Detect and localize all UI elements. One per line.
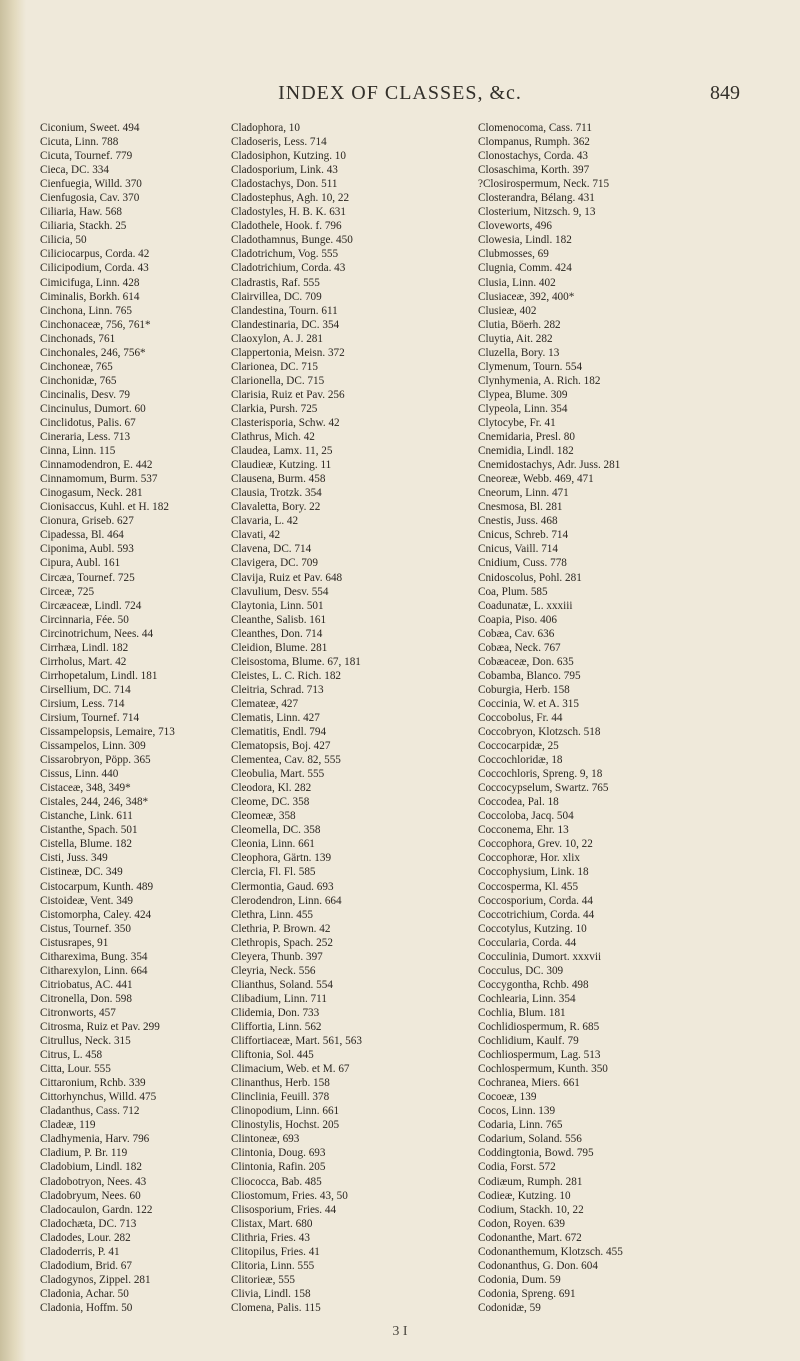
index-entry: Cochlidiospermum, R. 685 [478, 1021, 600, 1033]
index-entry: Clomena, Palis. 115 [231, 1301, 321, 1314]
index-entry: Codium, Stackh. 10, 22 [478, 1203, 584, 1216]
index-entry: Cobæa, Neck. 767 [478, 641, 561, 654]
index-entry: Codonanthemum, Klotzsch. 455 [478, 1245, 623, 1258]
index-entry: Clavena, DC. 714 [231, 543, 312, 556]
index-entry: Clitoria, Linn. 555 [231, 1259, 315, 1272]
index-entry: Cincinulus, Dumort. 60 [40, 402, 146, 415]
index-entry: Cluytia, Ait. 282 [478, 332, 553, 345]
index-entry: Clemateæ, 427 [231, 697, 299, 710]
index-entry: Cladhymenia, Harv. 796 [40, 1133, 150, 1146]
index-entry: Cinclidotus, Palis. 67 [40, 416, 136, 429]
index-entry: Codon, Royen. 639 [478, 1217, 566, 1230]
index-entry: Coa, Plum. 585 [478, 585, 548, 598]
index-entry: Clinopodium, Linn. 661 [231, 1105, 340, 1118]
index-entry: Cladothele, Hook. f. 796 [231, 220, 342, 233]
index-entry: Clytocybe, Fr. 41 [478, 416, 556, 429]
index-entry: Cneorum, Linn. 471 [478, 487, 569, 500]
index-entry: Cobamba, Blanco. 795 [478, 669, 581, 682]
index-entry: Cittorhynchus, Willd. 475 [40, 1091, 157, 1104]
index-entry: Coccobolus, Fr. 44 [478, 711, 563, 724]
index-entry: Citriobatus, AC. 441 [40, 978, 133, 991]
index-entry: Cladodes, Lour. 282 [40, 1231, 131, 1244]
index-entry: Codonanthe, Mart. 672 [478, 1231, 582, 1244]
index-entry: Cistanche, Link. 611 [40, 810, 133, 823]
index-entry: Cladochæta, DC. 713 [40, 1217, 137, 1230]
index-entry: Cleonia, Linn. 661 [231, 838, 315, 851]
index-entry: Cistanthe, Spach. 501 [40, 824, 138, 837]
index-entry: Coccodea, Pal. 18 [478, 796, 559, 809]
index-entry: Cleome, DC. 358 [231, 796, 310, 809]
index-entry: Codonia, Dum. 59 [478, 1273, 561, 1286]
index-entry: Cienfugosia, Cav. 370 [40, 192, 140, 205]
index-entry: Cochlidium, Kaulf. 79 [478, 1035, 579, 1048]
index-entry: Cladobotryon, Nees. 43 [40, 1175, 147, 1188]
index-entry: Cinnamodendron, E. 442 [40, 459, 153, 472]
index-entry: Cliostomum, Fries. 43, 50 [231, 1189, 348, 1202]
index-entry: Codonia, Spreng. 691 [478, 1287, 576, 1300]
index-entry: Cinogasum, Neck. 281 [40, 487, 143, 500]
index-entry: Clutia, Böerh. 282 [478, 318, 561, 331]
index-entry: Cocos, Linn. 139 [478, 1105, 556, 1118]
index-entry: Citronella, Don. 598 [40, 992, 132, 1005]
index-entry: Ciminalis, Borkh. 614 [40, 290, 140, 303]
index-entry: Coccobryon, Klotzsch. 518 [478, 726, 601, 739]
index-entry: Cnicus, Schreb. 714 [478, 529, 569, 542]
index-entry: Ciconium, Sweet. 494 [40, 122, 140, 134]
index-entry: Clymenum, Tourn. 554 [478, 360, 583, 373]
index-entry: Cliftonia, Sol. 445 [231, 1049, 314, 1062]
index-entry: Citrus, L. 458 [40, 1049, 103, 1062]
index-entry: Cirsellium, DC. 714 [40, 683, 131, 696]
index-entry: Citrosma, Ruiz et Pav. 299 [40, 1021, 160, 1033]
index-entry: Coccotrichium, Corda. 44 [478, 908, 595, 921]
index-entry: Cistus, Tournef. 350 [40, 922, 131, 935]
index-entry: Cipura, Aubl. 161 [40, 557, 121, 570]
index-entry: Cilicipodium, Corda. 43 [40, 262, 149, 275]
index-entry: Clavija, Ruiz et Pav. 648 [231, 571, 343, 584]
index-entry: Cliffortiaceæ, Mart. 561, 563 [231, 1035, 362, 1048]
index-entry: Cirsium, Tournef. 714 [40, 711, 140, 724]
index-entry: Clavulium, Desv. 554 [231, 585, 329, 598]
index-entry: Citrullus, Neck. 315 [40, 1035, 131, 1048]
index-entry: Clivia, Lindl. 158 [231, 1287, 311, 1300]
index-entry: Circinotrichum, Nees. 44 [40, 627, 154, 640]
index-entry: Cladobium, Lindl. 182 [40, 1161, 142, 1174]
index-entry: Cnestis, Juss. 468 [478, 515, 558, 528]
index-entry: Clerodendron, Linn. 664 [231, 894, 342, 907]
index-entry: Cnemidia, Lindl. 182 [478, 445, 574, 458]
index-entry: Cilicia, 50 [40, 234, 87, 247]
index-entry: Coccularia, Corda. 44 [478, 936, 577, 949]
index-entry: Cleomeæ, 358 [231, 810, 296, 823]
index-entry: Cobæaceæ, Don. 635 [478, 655, 574, 668]
index-entry: Cirrhæa, Lindl. 182 [40, 641, 129, 654]
index-entry: Cissarobryon, Pöpp. 365 [40, 754, 151, 767]
index-entry: Cocconema, Ehr. 13 [478, 824, 569, 837]
index-entry: Clarionea, DC. 715 [231, 360, 318, 373]
index-entry: Cinna, Linn. 115 [40, 445, 116, 458]
index-entry: Cirsium, Less. 714 [40, 697, 125, 710]
index-entry: Clementea, Cav. 82, 555 [231, 754, 341, 767]
index-entry: Cistineæ, DC. 349 [40, 866, 123, 879]
index-entry: Cladonia, Achar. 50 [40, 1287, 129, 1300]
index-entry: Cleomella, DC. 358 [231, 824, 321, 837]
index-entry: Clappertonia, Meisn. 372 [231, 346, 345, 359]
index-entry: Cimicifuga, Linn. 428 [40, 276, 140, 289]
index-entry: Cnicus, Vaill. 714 [478, 543, 558, 556]
index-entry: Clausena, Burm. 458 [231, 473, 326, 486]
index-entry: Clitopilus, Fries. 41 [231, 1245, 320, 1258]
index-entry: Clomenocoma, Cass. 711 [478, 122, 592, 134]
index-entry: Coddingtonia, Bowd. 795 [478, 1147, 594, 1160]
index-entry: Cissampelos, Linn. 309 [40, 740, 146, 753]
index-entry: Cladobryum, Nees. 60 [40, 1189, 141, 1202]
index-entry: Ciliciocarpus, Corda. 42 [40, 248, 150, 261]
index-entry: Cladotrichum, Vog. 555 [231, 248, 339, 261]
index-entry: Cleidion, Blume. 281 [231, 641, 328, 654]
index-entry: Cisti, Juss. 349 [40, 852, 108, 865]
index-entry: Cinchonads, 761 [40, 332, 116, 345]
index-entry: Coccosperma, Kl. 455 [478, 880, 579, 893]
index-entry: Cistomorpha, Caley. 424 [40, 908, 152, 921]
index-entry: Circæaceæ, Lindl. 724 [40, 599, 142, 612]
index-column-1 [40, 121, 226, 1315]
index-entry: Cladostachys, Don. 511 [231, 178, 338, 191]
index-entry: Codonidæ, 59 [478, 1301, 541, 1314]
index-entry: Cienfuegia, Willd. 370 [40, 178, 142, 191]
index-entry: Climacium, Web. et M. 67 [231, 1063, 350, 1076]
index-entry: Ciponima, Aubl. 593 [40, 543, 134, 556]
running-title: INDEX OF CLASSES, &c. [278, 82, 522, 104]
index-entry: Cnidoscolus, Pohl. 281 [478, 571, 582, 584]
index-entry: Clynhymenia, A. Rich. 182 [478, 374, 601, 387]
index-entry: Closterandra, Bélang. 431 [478, 192, 595, 205]
index-entry: Clianthus, Soland. 554 [231, 978, 333, 991]
index-entry: Clandestinaria, DC. 354 [231, 318, 340, 331]
index-entry: Clandestina, Tourn. 611 [231, 304, 338, 317]
index-entry: Clintoneæ, 693 [231, 1133, 300, 1146]
signature-mark: 3 I [392, 1324, 408, 1339]
index-entry: ?Closirospermum, Neck. 715 [478, 178, 610, 191]
index-entry: Cineraria, Less. 713 [40, 431, 131, 444]
index-entry: Clusieæ, 402 [478, 304, 537, 317]
index-entry: Cochlia, Blum. 181 [478, 1006, 566, 1019]
index-entry: Cinchonidæ, 765 [40, 374, 117, 387]
index-entry: Cladosporium, Link. 43 [231, 164, 338, 177]
index-entry: Codia, Forst. 572 [478, 1161, 556, 1174]
index-entry: Cladostyles, H. B. K. 631 [231, 206, 346, 219]
index-entry: Coccochloris, Spreng. 9, 18 [478, 768, 603, 781]
index-entry: Cinchonaceæ, 756, 761* [40, 318, 151, 331]
index-entry: Cleanthes, Don. 714 [231, 627, 323, 640]
index-entry: Codaria, Linn. 765 [478, 1119, 563, 1132]
index-entry: Cloveworts, 496 [478, 220, 552, 233]
index-entry: Clidemia, Don. 733 [231, 1006, 320, 1019]
index-entry: Cladostephus, Agh. 10, 22 [231, 192, 350, 205]
index-entry: Cladotrichium, Corda. 43 [231, 262, 346, 275]
index-entry: Clinanthus, Herb. 158 [231, 1077, 330, 1090]
page-header [0, 82, 800, 112]
index-entry: Cnidium, Cuss. 778 [478, 557, 567, 570]
index-entry: Cissampelopsis, Lemaire, 713 [40, 726, 175, 739]
index-entry: Clethropis, Spach. 252 [231, 936, 333, 949]
index-entry: Clathrus, Mich. 42 [231, 431, 315, 444]
index-entry: Cocoeæ, 139 [478, 1091, 537, 1104]
index-entry: Coccotylus, Kutzing. 10 [478, 922, 587, 935]
index-entry: Coburgia, Herb. 158 [478, 683, 570, 696]
index-entry: Clypea, Blume. 309 [478, 388, 568, 401]
index-column-3 [478, 121, 778, 1315]
index-entry: Clithria, Fries. 43 [231, 1231, 310, 1244]
index-entry: Coccocarpidæ, 25 [478, 740, 559, 753]
index-entry: Citharexima, Bung. 354 [40, 950, 148, 963]
index-entry: Cnesmosa, Bl. 281 [478, 501, 563, 514]
index-entry: Cladosiphon, Kutzing. 10 [231, 150, 346, 163]
index-entry: Clethria, P. Brown. 42 [231, 922, 331, 935]
index-entry: Cleisostoma, Blume. 67, 181 [231, 655, 361, 668]
index-entry: Clairvillea, DC. 709 [231, 290, 322, 303]
index-entry: Closaschima, Korth. 397 [478, 164, 590, 177]
index-entry: Cochlospermum, Kunth. 350 [478, 1063, 608, 1076]
index-entry: Cicuta, Linn. 788 [40, 136, 119, 149]
index-entry: Clubmosses, 69 [478, 248, 549, 261]
index-entry: Cistusrapes, 91 [40, 936, 109, 949]
index-entry: Coadunatæ, L. xxxiii [478, 599, 573, 612]
index-entry: Cladothamnus, Bunge. 450 [231, 234, 353, 247]
index-entry: Ciliaria, Haw. 568 [40, 206, 122, 219]
index-entry: Clitorieæ, 555 [231, 1273, 296, 1286]
index-entry: Cleanthe, Salisb. 161 [231, 613, 327, 626]
index-entry: Cladeæ, 119 [40, 1119, 96, 1132]
index-entry: Clausia, Trotzk. 354 [231, 487, 322, 500]
index-entry: Cladium, P. Br. 119 [40, 1147, 128, 1160]
index-entry: Clusia, Linn. 402 [478, 276, 556, 289]
index-entry: Citronworts, 457 [40, 1006, 116, 1019]
index-entry: Cladocaulon, Gardn. 122 [40, 1203, 153, 1216]
index-entry: Cinchoneæ, 765 [40, 360, 113, 373]
index-entry: Cleophora, Gärtn. 139 [231, 852, 332, 865]
index-entry: Cistales, 244, 246, 348* [40, 796, 149, 809]
index-entry: Clowesia, Lindl. 182 [478, 234, 572, 247]
index-entry: Clematopsis, Boj. 427 [231, 740, 331, 753]
index-entry: Clercia, Fl. Fl. 585 [231, 866, 316, 879]
index-entry: Cobæa, Cav. 636 [478, 627, 555, 640]
index-entry: Clavaria, L. 42 [231, 515, 299, 528]
index-entry: Cistoideæ, Vent. 349 [40, 894, 134, 907]
index-entry: Coccophysium, Link. 18 [478, 866, 589, 879]
index-entry: Cistocarpum, Kunth. 489 [40, 880, 154, 893]
index-entry: Cirrholus, Mart. 42 [40, 655, 127, 668]
index-entry: Cipadessa, Bl. 464 [40, 529, 124, 542]
index-entry: Clethra, Linn. 455 [231, 908, 314, 921]
index-entry: Cleistes, L. C. Rich. 182 [231, 669, 342, 682]
index-entry: Cladophora, 10 [231, 122, 300, 134]
index-entry: Clematitis, Endl. 794 [231, 726, 327, 739]
index-entry: Coccinia, W. et A. 315 [478, 697, 579, 710]
index-entry: Cnemidostachys, Adr. Juss. 281 [478, 459, 621, 472]
index-entry: Cleodora, Kl. 282 [231, 782, 312, 795]
index-entry: Clavigera, DC. 709 [231, 557, 318, 570]
index-entry: Cluzella, Bory. 13 [478, 346, 560, 359]
index-entry: Claytonia, Linn. 501 [231, 599, 324, 612]
index-entry: Cicuta, Tournef. 779 [40, 150, 133, 163]
book-spine-edge [0, 0, 26, 1361]
index-entry: Clarisia, Ruiz et Pav. 256 [231, 388, 345, 401]
index-entry: Clarionella, DC. 715 [231, 374, 325, 387]
index-column-2 [231, 121, 474, 1315]
index-entry: Circeæ, 725 [40, 585, 95, 598]
index-entry: Ciliaria, Stackh. 25 [40, 220, 127, 233]
index-entry: Cladoseris, Less. 714 [231, 136, 327, 149]
index-entry: Coccosporium, Corda. 44 [478, 894, 593, 907]
index-entry: Cocculinia, Dumort. xxxvii [478, 950, 602, 963]
index-entry: Clibadium, Linn. 711 [231, 992, 327, 1005]
index-entry: Clypeola, Linn. 354 [478, 402, 568, 415]
index-entry: Cinchonales, 246, 756* [40, 346, 146, 359]
index-entry: Clinostylis, Hochst. 205 [231, 1119, 340, 1132]
index-entry: Clinclinia, Feuill. 378 [231, 1091, 330, 1104]
index-entry: Codiæum, Rumph. 281 [478, 1175, 583, 1188]
index-entry: Cochliospermum, Lag. 513 [478, 1049, 601, 1062]
index-entry: Cleobulia, Mart. 555 [231, 768, 325, 781]
index-entry: Codonanthus, G. Don. 604 [478, 1259, 598, 1272]
index-entry: Coccophoræ, Hor. xlix [478, 852, 580, 865]
index-entry: Cladogynos, Zippel. 281 [40, 1273, 151, 1286]
index-entry: Clavaletta, Bory. 22 [231, 501, 321, 514]
index-entry: Cladoderris, P. 41 [40, 1245, 120, 1258]
index-entry: Cieca, DC. 334 [40, 164, 109, 177]
index-entry: Cladonia, Hoffm. 50 [40, 1301, 133, 1314]
index-entry: Clintonia, Doug. 693 [231, 1147, 326, 1160]
index-entry: Cocculus, DC. 309 [478, 964, 564, 977]
index-entry: Clistax, Mart. 680 [231, 1217, 313, 1230]
index-entry: Clonostachys, Corda. 43 [478, 150, 589, 163]
index-entry: Cliffortia, Linn. 562 [231, 1021, 322, 1033]
index-entry: Cnemidaria, Presl. 80 [478, 431, 575, 444]
index-entry: Cladodium, Brid. 67 [40, 1259, 132, 1272]
index-entry: Claudieæ, Kutzing. 11 [231, 459, 332, 472]
index-entry: Cittaronium, Rchb. 339 [40, 1077, 146, 1090]
index-entry: Cinchona, Linn. 765 [40, 304, 132, 317]
index-entry: Clavati, 42 [231, 529, 281, 542]
index-entry: Clermontia, Gaud. 693 [231, 880, 334, 893]
index-entry: Clisosporium, Fries. 44 [231, 1203, 337, 1216]
index-entry: Coapia, Piso. 406 [478, 613, 557, 626]
index-entry: Cionura, Griseb. 627 [40, 515, 134, 528]
index-entry: Clematis, Linn. 427 [231, 711, 320, 724]
index-entry: Citta, Lour. 555 [40, 1063, 111, 1076]
index-entry: Citharexylon, Linn. 664 [40, 964, 148, 977]
index-entry: Circinnaria, Fée. 50 [40, 613, 129, 626]
index-entry: Circæa, Tournef. 725 [40, 571, 135, 584]
index-entry: Cleitria, Schrad. 713 [231, 683, 324, 696]
index-entry: Codarium, Soland. 556 [478, 1133, 582, 1146]
index-entry: Claoxylon, A. J. 281 [231, 332, 323, 345]
index-entry: Closterium, Nitzsch. 9, 13 [478, 206, 596, 219]
index-entry: Cinnamomum, Burm. 537 [40, 473, 158, 486]
index-entry: Cirrhopetalum, Lindl. 181 [40, 669, 158, 682]
index-entry: Cistaceæ, 348, 349* [40, 782, 131, 795]
index-entry: Clarkia, Pursh. 725 [231, 402, 318, 415]
index-entry: Cochranea, Miers. 661 [478, 1077, 580, 1090]
index-entry: Clugnia, Comm. 424 [478, 262, 572, 275]
index-entry: Claudea, Lamx. 11, 25 [231, 445, 333, 458]
index-entry: Cochlearia, Linn. 354 [478, 992, 576, 1005]
index-entry: Codieæ, Kutzing. 10 [478, 1189, 571, 1202]
index-entry: Cleyera, Thunb. 397 [231, 950, 323, 963]
index-entry: Clompanus, Rumph. 362 [478, 136, 590, 149]
index-entry: Cladanthus, Cass. 712 [40, 1105, 140, 1118]
index-entry: Cladrastis, Raf. 555 [231, 276, 320, 289]
index-entry: Clusiaceæ, 392, 400* [478, 290, 575, 303]
index-entry: Coccophora, Grev. 10, 22 [478, 838, 593, 851]
index-entry: Cincinalis, Desv. 79 [40, 388, 131, 401]
page-number: 849 [710, 82, 740, 104]
index-entry: Coccocypselum, Swartz. 765 [478, 782, 609, 795]
index-entry: Clasterisporia, Schw. 42 [231, 416, 340, 429]
index-entry: Coccoloba, Jacq. 504 [478, 810, 574, 823]
index-entry: Cistella, Blume. 182 [40, 838, 132, 851]
index-entry: Clintonia, Rafin. 205 [231, 1161, 326, 1174]
index-entry: Cissus, Linn. 440 [40, 768, 119, 781]
index-entry: Cliococca, Bab. 485 [231, 1175, 322, 1188]
index-entry: Cleyria, Neck. 556 [231, 964, 316, 977]
index-entry: Coccygontha, Rchb. 498 [478, 978, 589, 991]
index-entry: Cneoreæ, Webb. 469, 471 [478, 473, 594, 486]
index-entry: Cionisaccus, Kuhl. et H. 182 [40, 501, 169, 514]
index-entry: Coccochloridæ, 18 [478, 754, 563, 767]
